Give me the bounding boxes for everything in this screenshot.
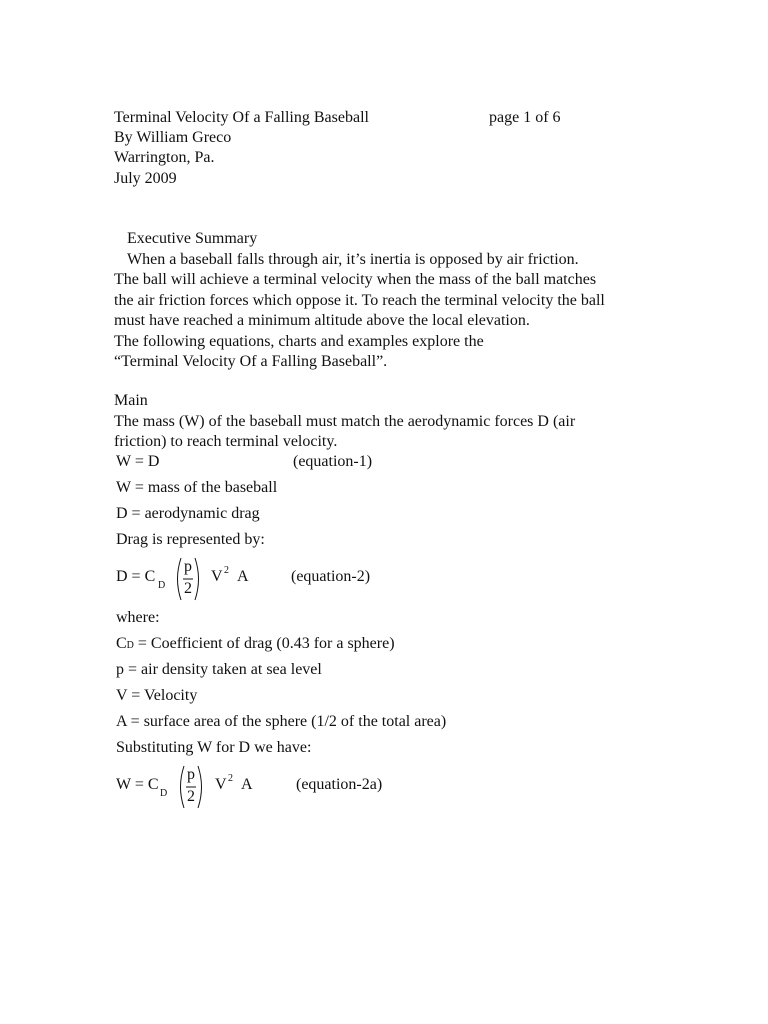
cd-definition — [116, 634, 395, 656]
cd-subscript: D — [126, 640, 134, 651]
cd-symbol: C — [116, 635, 127, 652]
equation-1-label: (equation-1) — [293, 453, 373, 470]
equation-2a — [116, 763, 416, 811]
cd-description: = Coefficient of drag (0.43 for a sphere) — [133, 635, 395, 652]
where-label: where: — [116, 609, 160, 626]
page-number: page 1 of 6 — [489, 109, 561, 126]
drag-intro: Drag is represented by: — [116, 531, 265, 548]
author-line: By William Greco — [114, 129, 232, 146]
equation-2 — [116, 555, 416, 603]
equation-2a-lhs: W = C — [116, 776, 159, 793]
substitution-line: Substituting W for D we have: — [116, 739, 312, 756]
equation-2-lhs: D = C — [116, 568, 156, 585]
equation-2a-denominator: 2 — [187, 788, 195, 805]
d-definition: D = aerodynamic drag — [116, 505, 260, 522]
equation-2a-label: (equation-2a) — [296, 776, 383, 793]
main-intro-line: The mass (W) of the baseball must match the aerodynamic forces D (air — [114, 413, 576, 430]
main-intro-line: friction) to reach terminal velocity. — [114, 433, 338, 451]
summary-line: “Terminal Velocity Of a Falling Baseball”. — [114, 353, 388, 371]
summary-line: the air friction forces which oppose it. To reach the terminal velocity the ball — [114, 291, 605, 309]
equation-1-expression: W = D — [116, 453, 160, 470]
summary-paragraph — [114, 250, 674, 372]
summary-heading: Executive Summary — [127, 230, 258, 247]
v-definition: V = Velocity — [116, 687, 198, 704]
summary-line: The ball will achieve a terminal velocity when the mass of the ball matches — [114, 271, 597, 289]
equation-2a-exponent: 2 — [228, 773, 233, 784]
p-definition: p = air density taken at sea level — [116, 661, 322, 678]
main-intro-paragraph — [114, 412, 674, 453]
summary-line: The following equations, charts and examples explore the — [114, 332, 484, 350]
equation-2-velocity: V — [211, 568, 223, 585]
document-title: Terminal Velocity Of a Falling Baseball — [114, 109, 369, 126]
equation-2a-area: A — [241, 776, 253, 793]
equation-2a-fraction — [176, 763, 206, 811]
equation-2-fraction — [173, 555, 203, 603]
summary-line: must have reached a minimum altitude above the local elevation. — [114, 312, 530, 330]
a-definition: A = surface area of the sphere (1/2 of the total area) — [116, 713, 447, 730]
equation-2-area: A — [237, 568, 249, 585]
equation-2-denominator: 2 — [184, 580, 192, 597]
location-line: Warrington, Pa. — [114, 149, 215, 166]
date-line: July 2009 — [114, 170, 177, 187]
w-definition: W = mass of the baseball — [116, 479, 278, 496]
equation-2-label: (equation-2) — [291, 568, 371, 585]
equation-2a-velocity: V — [215, 776, 227, 793]
equation-2a-subscript: D — [160, 788, 168, 799]
main-heading: Main — [114, 392, 148, 409]
summary-line: When a baseball falls through air, it’s inertia is opposed by air friction. — [127, 251, 579, 268]
equation-2-exponent: 2 — [224, 565, 229, 576]
equation-2-subscript: D — [158, 580, 166, 591]
equation-2-numerator: p — [184, 558, 192, 575]
equation-2a-numerator: p — [187, 766, 195, 783]
